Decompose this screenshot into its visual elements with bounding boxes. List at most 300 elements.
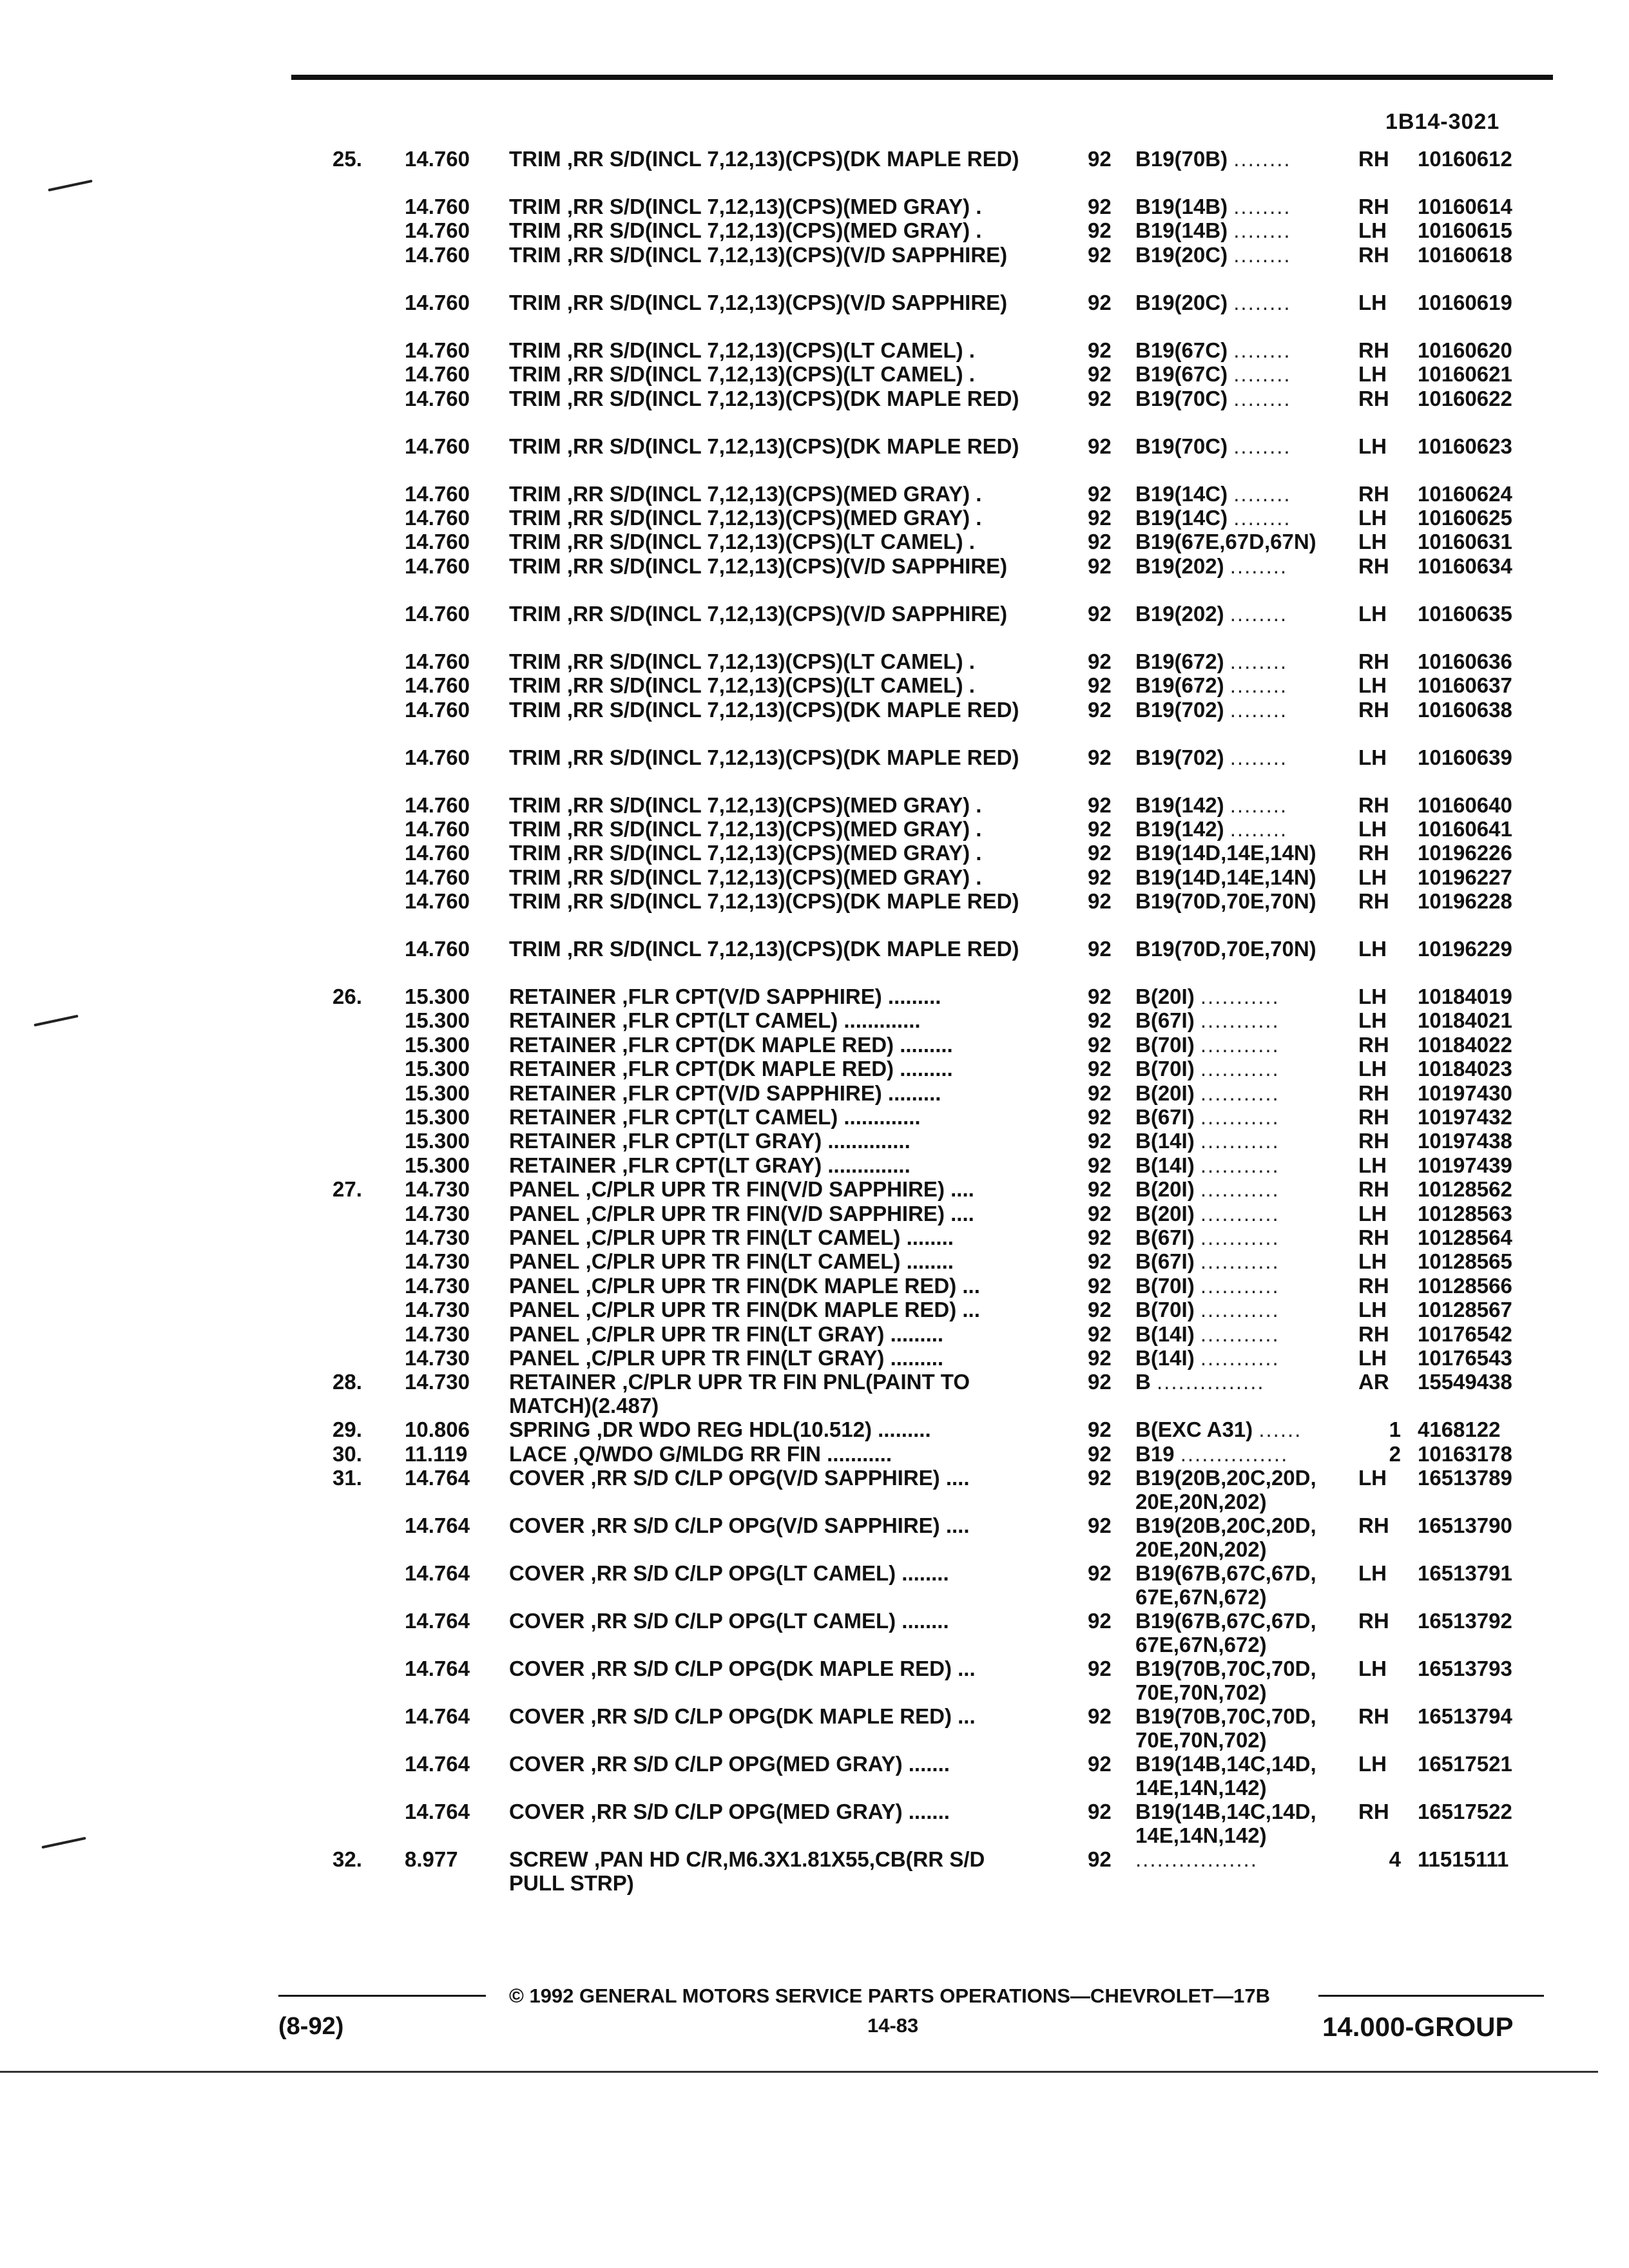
bottom-rule xyxy=(0,2071,1598,2073)
group-number: 14.760 xyxy=(405,889,470,914)
part-description xyxy=(509,865,1044,889)
part-row xyxy=(0,338,1629,362)
part-number: 10160615 xyxy=(1418,218,1512,243)
group-number: 14.760 xyxy=(405,195,470,218)
body-style xyxy=(1135,1561,1342,1609)
body-style-code: B19(672) xyxy=(1135,673,1224,698)
model-year: 92 xyxy=(1088,841,1112,865)
part-number: 10160637 xyxy=(1418,673,1512,698)
side-or-quantity: LH xyxy=(1358,745,1387,769)
part-name: TRIM xyxy=(509,242,561,267)
part-row xyxy=(0,1514,1629,1561)
part-number: 10160623 xyxy=(1418,434,1512,458)
body-style xyxy=(1135,698,1342,722)
body-style-code: B19(202) xyxy=(1135,553,1224,578)
part-description xyxy=(509,1752,1044,1776)
body-style-code: B19(14B) xyxy=(1135,195,1228,218)
part-detail: ,RR S/D C/LP OPG(MED GRAY) ....... xyxy=(584,1752,950,1776)
footer-rule xyxy=(1318,1995,1544,1997)
body-style-code: B19(67B,67C,67D, 67E,67N,672) xyxy=(1135,1561,1316,1610)
group-number: 15.300 xyxy=(405,985,470,1009)
side-or-quantity: LH xyxy=(1358,1298,1387,1322)
leader-dots: ........... xyxy=(1200,1057,1280,1081)
part-name: TRIM xyxy=(509,937,561,961)
leader-dots: ........ xyxy=(1229,649,1288,673)
part-detail: ,RR S/D(INCL 7,12,13)(CPS)(MED GRAY) . xyxy=(561,793,982,817)
part-row xyxy=(0,195,1629,218)
body-style-code: B19(702) xyxy=(1135,697,1224,722)
part-name: PANEL xyxy=(509,1273,580,1298)
side-or-quantity: RH xyxy=(1358,793,1389,817)
body-style-code: B(14I) xyxy=(1135,1345,1195,1370)
part-description xyxy=(509,1057,1044,1081)
body-style xyxy=(1135,841,1342,865)
part-row xyxy=(0,291,1629,338)
body-style xyxy=(1135,554,1342,578)
model-year: 92 xyxy=(1088,1704,1112,1729)
parts-list xyxy=(0,147,1629,1895)
part-description xyxy=(509,1418,1044,1441)
body-style-code: B19(14D,14E,14N) xyxy=(1135,841,1316,865)
part-detail: ,RR S/D(INCL 7,12,13)(CPS)(MED GRAY) . xyxy=(561,218,982,243)
body-style-code: B19 xyxy=(1135,1441,1175,1466)
part-name: TRIM xyxy=(509,649,561,673)
group-number: 14.730 xyxy=(405,1177,470,1202)
part-row xyxy=(0,1057,1629,1081)
part-number: 10196227 xyxy=(1418,865,1512,889)
body-style-code: B19(20C) xyxy=(1135,242,1228,267)
part-name: COVER xyxy=(509,1561,585,1586)
body-style-code: B(70I) xyxy=(1135,1032,1195,1057)
part-row xyxy=(0,362,1629,386)
model-year: 92 xyxy=(1088,1177,1112,1202)
part-description xyxy=(509,1370,1044,1418)
side-or-quantity: LH xyxy=(1358,1201,1387,1225)
group-number: 14.760 xyxy=(405,649,470,673)
leader-dots: ........... xyxy=(1200,1273,1280,1298)
part-name: TRIM xyxy=(509,816,561,841)
part-detail: ,DR WDO REG HDL(10.512) ......... xyxy=(590,1418,931,1442)
body-style-code: B(70I) xyxy=(1135,1273,1195,1298)
part-name: PANEL xyxy=(509,1298,580,1322)
group-number: 14.760 xyxy=(405,816,470,841)
body-style xyxy=(1135,745,1342,769)
body-style xyxy=(1135,1249,1342,1273)
model-year: 92 xyxy=(1088,1657,1112,1681)
group-number: 14.730 xyxy=(405,1225,470,1249)
body-style-code: B19(14B,14C,14D, 14E,14N,142) xyxy=(1135,1752,1316,1800)
part-detail: ,RR S/D(INCL 7,12,13)(CPS)(LT CAMEL) . xyxy=(561,649,975,673)
part-row xyxy=(0,218,1629,242)
part-number: 10197430 xyxy=(1418,1081,1512,1105)
part-name: TRIM xyxy=(509,601,561,626)
side-or-quantity: RH xyxy=(1358,841,1389,865)
part-description xyxy=(509,1081,1044,1105)
part-row xyxy=(0,673,1629,697)
body-style-code: B(14I) xyxy=(1135,1153,1195,1177)
side-or-quantity: RH xyxy=(1358,697,1389,722)
model-year: 92 xyxy=(1088,1081,1112,1105)
model-year: 92 xyxy=(1088,1225,1112,1249)
body-style-code: B19(14D,14E,14N) xyxy=(1135,865,1316,889)
body-style xyxy=(1135,1129,1342,1153)
body-style xyxy=(1135,1153,1342,1177)
part-detail: ,C/PLR UPR TR FIN(DK MAPLE RED) ... xyxy=(579,1273,980,1298)
part-description xyxy=(509,1202,1044,1225)
side-or-quantity: LH xyxy=(1358,1657,1387,1681)
part-detail: ,RR S/D(INCL 7,12,13)(CPS)(DK MAPLE RED) xyxy=(561,937,1019,961)
side-or-quantity: RH xyxy=(1358,1225,1389,1249)
part-description xyxy=(509,937,1044,961)
body-style xyxy=(1135,1202,1342,1225)
group-number: 8.977 xyxy=(405,1847,458,1872)
part-number: 16517521 xyxy=(1418,1752,1512,1776)
group-number: 15.300 xyxy=(405,1081,470,1105)
part-name: RETAINER xyxy=(509,1129,617,1153)
part-detail: ,C/PLR UPR TR FIN(LT GRAY) ......... xyxy=(579,1345,944,1370)
group-number: 14.760 xyxy=(405,553,470,578)
part-description xyxy=(509,1847,1044,1895)
body-style-code: B(20I) xyxy=(1135,985,1195,1009)
group-number: 14.764 xyxy=(405,1609,470,1633)
side-or-quantity: LH xyxy=(1358,530,1387,554)
body-style-code: B(70I) xyxy=(1135,1057,1195,1081)
body-style-code: B(14I) xyxy=(1135,1129,1195,1153)
group-number: 14.760 xyxy=(405,481,470,506)
part-name: PANEL xyxy=(509,1249,580,1274)
side-or-quantity: RH xyxy=(1358,889,1389,914)
body-style xyxy=(1135,506,1342,530)
model-year: 92 xyxy=(1088,1466,1112,1490)
part-detail: ,C/PLR UPR TR FIN(LT CAMEL) ........ xyxy=(579,1249,954,1274)
part-name: TRIM xyxy=(509,147,561,171)
part-number: 10160634 xyxy=(1418,553,1512,578)
figure-number: 32. xyxy=(333,1847,362,1872)
part-row xyxy=(0,602,1629,649)
part-detail: ,C/PLR UPR TR FIN(DK MAPLE RED) ... xyxy=(579,1298,980,1322)
part-number: 10128564 xyxy=(1418,1225,1512,1249)
model-year: 92 xyxy=(1088,816,1112,841)
part-name: TRIM xyxy=(509,673,561,698)
part-number: 10184019 xyxy=(1418,985,1512,1009)
leader-dots: ........... xyxy=(1200,1321,1280,1346)
side-or-quantity: RH xyxy=(1358,1177,1389,1202)
side-or-quantity: LH xyxy=(1358,985,1387,1009)
leader-dots: ........... xyxy=(1200,1032,1280,1057)
part-detail: ,FLR CPT(LT GRAY) .............. xyxy=(616,1153,911,1177)
part-row xyxy=(0,147,1629,195)
part-row xyxy=(0,1274,1629,1298)
part-row xyxy=(0,698,1629,745)
part-description xyxy=(509,1033,1044,1057)
body-style xyxy=(1135,1008,1342,1032)
model-year: 92 xyxy=(1088,1847,1112,1872)
side-or-quantity: RH xyxy=(1358,1081,1389,1105)
part-row xyxy=(0,817,1629,841)
part-row xyxy=(0,1847,1629,1895)
model-year: 92 xyxy=(1088,1514,1112,1538)
leader-dots: ........ xyxy=(1233,386,1291,410)
part-detail: ,RR S/D(INCL 7,12,13)(CPS)(DK MAPLE RED) xyxy=(561,386,1019,410)
part-name: COVER xyxy=(509,1514,585,1538)
body-style-code: B xyxy=(1135,1370,1151,1394)
body-style-code: B19(672) xyxy=(1135,649,1224,673)
group-number: 14.760 xyxy=(405,338,470,362)
part-detail: ,FLR CPT(LT CAMEL) ............. xyxy=(616,1105,921,1129)
model-year: 92 xyxy=(1088,290,1112,314)
body-style xyxy=(1135,1370,1342,1394)
part-description xyxy=(509,817,1044,841)
part-description xyxy=(509,362,1044,386)
figure-number: 27. xyxy=(333,1177,362,1202)
group-number: 14.760 xyxy=(405,530,470,554)
model-year: 92 xyxy=(1088,1752,1112,1776)
part-name: TRIM xyxy=(509,481,561,506)
part-number: 10197432 xyxy=(1418,1105,1512,1129)
body-style xyxy=(1135,889,1342,913)
part-number: 10128565 xyxy=(1418,1249,1512,1274)
leader-dots: ............... xyxy=(1157,1370,1265,1394)
part-row xyxy=(0,745,1629,793)
body-style xyxy=(1135,387,1342,410)
side-or-quantity: AR xyxy=(1358,1370,1389,1394)
model-year: 92 xyxy=(1088,1345,1112,1370)
side-or-quantity: LH xyxy=(1358,601,1387,626)
side-or-quantity: RH xyxy=(1358,553,1389,578)
part-name: TRIM xyxy=(509,386,561,410)
part-description xyxy=(509,506,1044,530)
model-year: 92 xyxy=(1088,937,1112,961)
part-name: TRIM xyxy=(509,745,561,769)
body-style xyxy=(1135,1057,1342,1081)
body-style xyxy=(1135,362,1342,386)
model-year: 92 xyxy=(1088,1249,1112,1274)
part-number: 10196229 xyxy=(1418,937,1512,961)
body-style-code: B19(70B,70C,70D, 70E,70N,702) xyxy=(1135,1704,1316,1753)
part-description xyxy=(509,889,1044,913)
model-year: 92 xyxy=(1088,673,1112,698)
part-number: 16517522 xyxy=(1418,1800,1512,1824)
leader-dots: ........ xyxy=(1233,338,1291,362)
part-name: PANEL xyxy=(509,1225,580,1249)
side-or-quantity: LH xyxy=(1358,434,1387,458)
part-description xyxy=(509,649,1044,673)
part-detail: ,RR S/D(INCL 7,12,13)(CPS)(V/D SAPPHIRE) xyxy=(561,601,1008,626)
part-number: 10160614 xyxy=(1418,195,1512,218)
model-year: 92 xyxy=(1088,1609,1112,1633)
leader-dots: ........... xyxy=(1200,1153,1280,1177)
figure-number: 25. xyxy=(333,147,362,171)
part-description xyxy=(509,1322,1044,1346)
part-name: TRIM xyxy=(509,841,561,865)
model-year: 92 xyxy=(1088,147,1112,171)
part-number: 10197438 xyxy=(1418,1129,1512,1153)
part-row xyxy=(0,1105,1629,1129)
leader-dots: ........... xyxy=(1200,1201,1280,1225)
part-name: RETAINER xyxy=(509,1105,617,1129)
part-number: 16513792 xyxy=(1418,1609,1512,1633)
part-name: RETAINER xyxy=(509,1032,617,1057)
group-number: 14.764 xyxy=(405,1752,470,1776)
part-number: 10184021 xyxy=(1418,1008,1512,1033)
part-name: RETAINER xyxy=(509,1057,617,1081)
part-name: TRIM xyxy=(509,338,561,362)
leader-dots: ........ xyxy=(1229,697,1288,722)
side-or-quantity: LH xyxy=(1358,673,1387,698)
part-number: 10160619 xyxy=(1418,290,1512,314)
side-or-quantity: RH xyxy=(1358,481,1389,506)
part-detail: ,RR S/D C/LP OPG(LT CAMEL) ........ xyxy=(584,1609,949,1633)
leader-dots: ........ xyxy=(1233,505,1291,530)
body-style xyxy=(1135,1225,1342,1249)
body-style-code: B(20I) xyxy=(1135,1177,1195,1202)
leader-dots: ........... xyxy=(1200,1129,1280,1153)
leader-dots: ........... xyxy=(1200,1225,1280,1249)
model-year: 92 xyxy=(1088,793,1112,817)
part-row xyxy=(0,243,1629,291)
part-detail: ,FLR CPT(V/D SAPPHIRE) ......... xyxy=(616,1081,941,1105)
body-style-code: B19(67C) xyxy=(1135,362,1228,387)
leader-dots: ........ xyxy=(1233,290,1291,314)
part-row xyxy=(0,1704,1629,1752)
leader-dots: ........... xyxy=(1200,1249,1280,1274)
body-style xyxy=(1135,937,1342,961)
model-year: 92 xyxy=(1088,1298,1112,1322)
side-or-quantity: LH xyxy=(1358,1249,1387,1274)
body-style xyxy=(1135,673,1342,697)
model-year: 92 xyxy=(1088,218,1112,243)
part-name: TRIM xyxy=(509,362,561,387)
body-style-code: B(14I) xyxy=(1135,1321,1195,1346)
leader-dots: ........... xyxy=(1200,1081,1280,1105)
body-style-code: B19(142) xyxy=(1135,793,1224,817)
group-number: 14.760 xyxy=(405,601,470,626)
body-style-code: B19(70D,70E,70N) xyxy=(1135,937,1316,961)
part-detail: ,RR S/D(INCL 7,12,13)(CPS)(V/D SAPPHIRE) xyxy=(561,290,1008,314)
body-style xyxy=(1135,1274,1342,1298)
model-year: 92 xyxy=(1088,1129,1112,1153)
part-name: RETAINER xyxy=(509,1008,617,1033)
part-name: TRIM xyxy=(509,290,561,314)
body-style xyxy=(1135,1081,1342,1105)
side-or-quantity: LH xyxy=(1358,218,1387,243)
part-description xyxy=(509,1800,1044,1823)
body-style xyxy=(1135,985,1342,1008)
part-name: SCREW xyxy=(509,1847,588,1872)
part-description xyxy=(509,1609,1044,1633)
side-or-quantity: RH xyxy=(1358,1129,1389,1153)
model-year: 92 xyxy=(1088,1800,1112,1824)
model-year: 92 xyxy=(1088,1273,1112,1298)
part-detail: ,RR S/D C/LP OPG(DK MAPLE RED) ... xyxy=(584,1657,976,1681)
body-style-code: B(67I) xyxy=(1135,1105,1195,1129)
part-row xyxy=(0,841,1629,865)
part-number: 16513794 xyxy=(1418,1704,1512,1729)
body-style-code: B(20I) xyxy=(1135,1201,1195,1225)
part-detail: ,RR S/D C/LP OPG(DK MAPLE RED) ... xyxy=(584,1704,976,1729)
body-style xyxy=(1135,291,1342,314)
side-or-quantity: 4 xyxy=(1389,1847,1401,1872)
leader-dots: ........ xyxy=(1229,601,1288,626)
part-detail: ,RR S/D C/LP OPG(V/D SAPPHIRE) .... xyxy=(584,1466,970,1490)
part-description xyxy=(509,338,1044,362)
side-or-quantity: LH xyxy=(1358,362,1387,387)
part-name: PANEL xyxy=(509,1321,580,1346)
model-year: 92 xyxy=(1088,386,1112,410)
group-number: 14.760 xyxy=(405,218,470,243)
part-detail: ,RR S/D(INCL 7,12,13)(CPS)(MED GRAY) . xyxy=(561,816,982,841)
body-style-code: B19(70D,70E,70N) xyxy=(1135,889,1316,914)
part-number: 10160618 xyxy=(1418,242,1512,267)
model-year: 92 xyxy=(1088,865,1112,889)
part-description xyxy=(509,482,1044,506)
body-style-code: B19(702) xyxy=(1135,745,1224,769)
group-number: 14.760 xyxy=(405,673,470,698)
part-row xyxy=(0,1202,1629,1225)
model-year: 92 xyxy=(1088,1057,1112,1081)
side-or-quantity: LH xyxy=(1358,865,1387,889)
part-number: 10197439 xyxy=(1418,1153,1512,1177)
part-detail: ,RR S/D(INCL 7,12,13)(CPS)(V/D SAPPHIRE) xyxy=(561,553,1008,578)
part-detail: ,RR S/D C/LP OPG(MED GRAY) ....... xyxy=(584,1800,950,1824)
group-number: 14.760 xyxy=(405,745,470,769)
part-description xyxy=(509,554,1044,578)
group-number: 14.730 xyxy=(405,1298,470,1322)
leader-dots: ........ xyxy=(1233,434,1291,458)
part-detail: ,RR S/D(INCL 7,12,13)(CPS)(LT CAMEL) . xyxy=(561,673,975,698)
part-row xyxy=(0,1008,1629,1032)
part-row xyxy=(0,1752,1629,1800)
model-year: 92 xyxy=(1088,1561,1112,1586)
part-description xyxy=(509,1466,1044,1490)
model-year: 92 xyxy=(1088,505,1112,530)
side-or-quantity: RH xyxy=(1358,1800,1389,1824)
part-row xyxy=(0,937,1629,985)
part-row xyxy=(0,1033,1629,1057)
body-style xyxy=(1135,434,1342,458)
figure-number: 30. xyxy=(333,1441,362,1466)
part-name: TRIM xyxy=(509,195,561,218)
leader-dots: ........ xyxy=(1233,195,1291,218)
part-detail: ,RR S/D(INCL 7,12,13)(CPS)(MED GRAY) . xyxy=(561,481,982,506)
leader-dots: ........ xyxy=(1233,242,1291,267)
part-number: 10128562 xyxy=(1418,1177,1512,1202)
part-number: 10128563 xyxy=(1418,1201,1512,1225)
part-number: 10196226 xyxy=(1418,841,1512,865)
part-name: LACE xyxy=(509,1441,567,1466)
leader-dots: ........ xyxy=(1229,816,1288,841)
side-or-quantity: RH xyxy=(1358,649,1389,673)
leader-dots: ........ xyxy=(1229,793,1288,817)
group-number: 14.760 xyxy=(405,937,470,961)
part-description xyxy=(509,1129,1044,1153)
part-description xyxy=(509,1561,1044,1585)
part-row xyxy=(0,985,1629,1008)
leader-dots: ........ xyxy=(1233,362,1291,387)
model-year: 92 xyxy=(1088,1008,1112,1033)
part-number: 16513791 xyxy=(1418,1561,1512,1586)
part-number: 10160624 xyxy=(1418,481,1512,506)
body-style-code: B19(70C) xyxy=(1135,386,1228,410)
part-name: TRIM xyxy=(509,218,561,243)
group-number: 15.300 xyxy=(405,1129,470,1153)
body-style xyxy=(1135,1033,1342,1057)
body-style xyxy=(1135,195,1342,218)
side-or-quantity: RH xyxy=(1358,147,1389,171)
part-detail: ,C/PLR UPR TR FIN(V/D SAPPHIRE) .... xyxy=(579,1201,974,1225)
body-style-code: B19(70B,70C,70D, 70E,70N,702) xyxy=(1135,1657,1316,1705)
body-style-code: B19(67E,67D,67N) xyxy=(1135,530,1316,554)
